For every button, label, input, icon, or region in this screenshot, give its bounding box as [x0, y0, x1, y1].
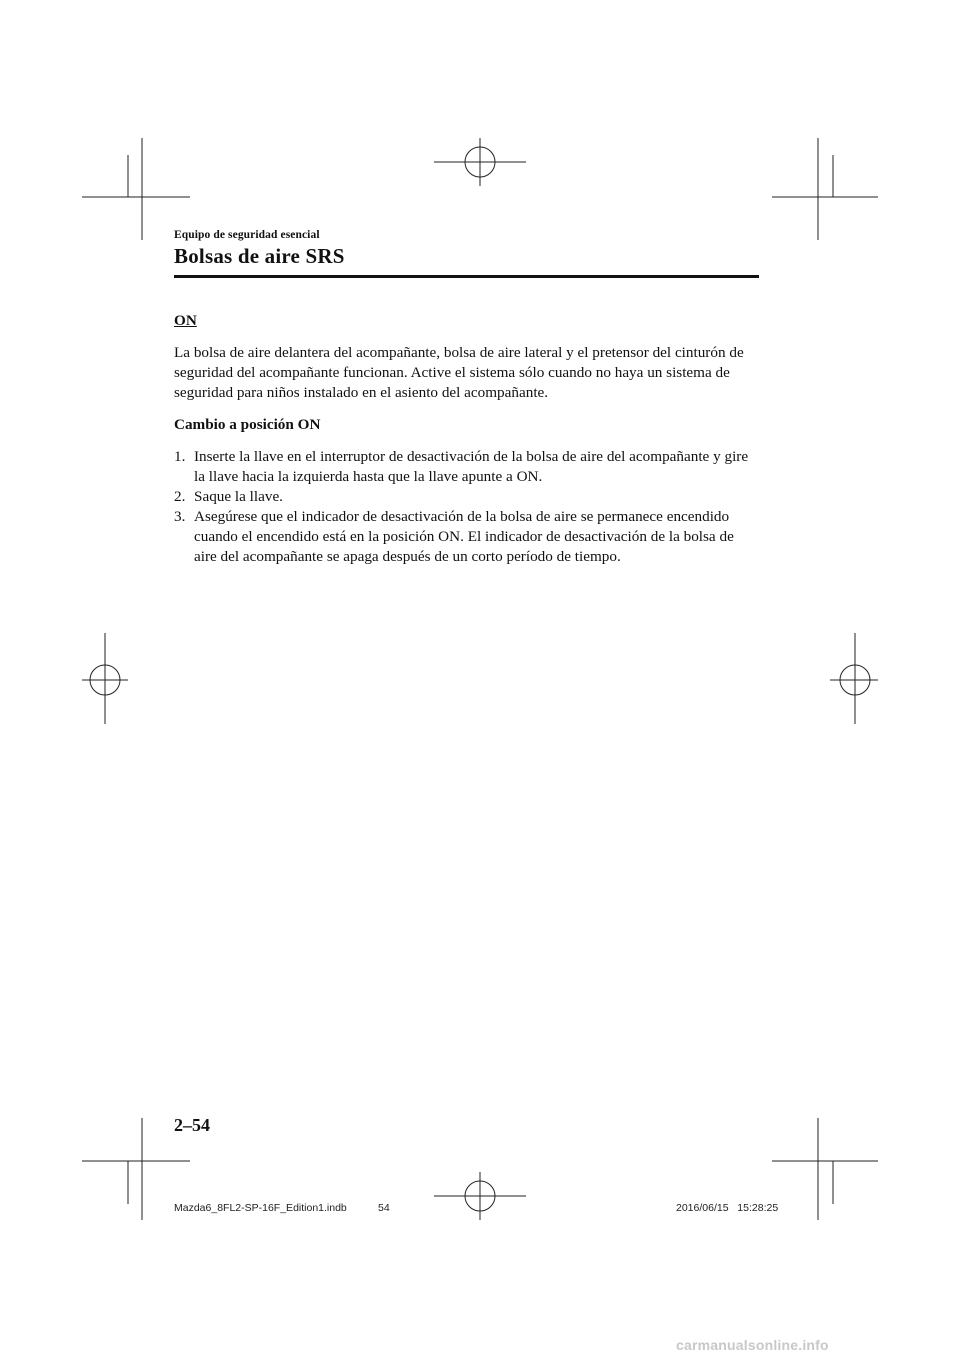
- step-number: 1.: [174, 448, 186, 465]
- step-number: 3.: [174, 508, 186, 525]
- step-item: [174, 507, 759, 567]
- page-title: Bolsas de aire SRS: [174, 244, 345, 268]
- procedure-steps: [174, 447, 759, 567]
- title-rule: [174, 275, 759, 278]
- section-label: Equipo de seguridad esencial: [174, 229, 320, 241]
- watermark-text: carmanualsonline.info: [676, 1337, 829, 1353]
- step-text: Inserte la llave en el interruptor de desactivación de la bolsa de aire del acompañante y gire la llave hacia la izquierda hasta que la llave apunte a ON.: [194, 448, 749, 485]
- procedure-heading: Cambio a posición ON: [174, 416, 321, 433]
- description-paragraph: La bolsa de aire delantera del acompañante, bolsa de aire lateral y el pretensor del cinturón de seguridad del acompañante funcionan. Active el sistema sólo cuando no haya un sistema de seguridad para niños instalado en el asiento del acompañante.: [174, 344, 744, 401]
- step-text: Saque la llave.: [194, 488, 283, 505]
- footer-file-page: 54: [378, 1202, 390, 1214]
- step-item: [174, 487, 759, 507]
- step-item: [174, 447, 759, 487]
- section-heading: ON: [174, 312, 197, 329]
- footer-file-name: Mazda6_8FL2-SP-16F_Edition1.indb: [174, 1202, 347, 1214]
- main-content: [174, 311, 759, 567]
- step-number: 2.: [174, 488, 186, 505]
- step-text: Asegúrese que el indicador de desactivación de la bolsa de aire se permanece encendido cuando el encendido está en la posición ON. El indicador de desactivación de la bolsa de aire del acompañante se apaga después de un corto período de tiempo.: [194, 508, 734, 565]
- footer-timestamp: 2016/06/15 15:28:25: [676, 1202, 779, 1214]
- page-number: 2–54: [174, 1115, 210, 1135]
